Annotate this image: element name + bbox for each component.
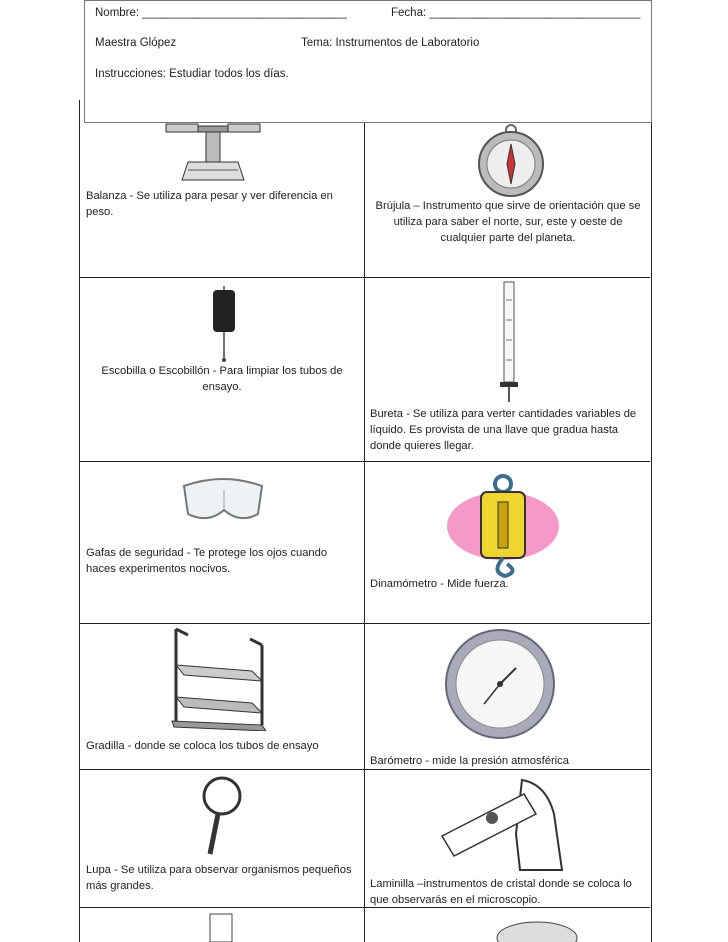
- barometer-illustration: [444, 628, 556, 740]
- gafas-description: Gafas de seguridad - Te protege los ojos cuando haces experimentos nocivos.: [86, 547, 328, 575]
- topic: Tema: Instrumentos de Laboratorio: [301, 37, 480, 49]
- brujula-description: Brújula – Instrumento que sirve de orientación que se utiliza para saber el norte, sur, este y oeste de cualquier parte del planeta.: [375, 200, 641, 244]
- dinamometro-description: Dinamómetro - Mide fuerza.: [370, 578, 509, 590]
- magnifying-glass-illustration: [196, 774, 252, 858]
- test-tube-rack-illustration: [166, 625, 270, 731]
- burette-illustration: [494, 280, 524, 406]
- lupa-description: Lupa - Se utiliza para observar organismos pequeños más grandes.: [86, 864, 352, 892]
- table-row-divider: [79, 461, 650, 462]
- balance-illustration: [158, 118, 268, 188]
- table-row-divider: [79, 769, 650, 770]
- table-row-divider: [79, 623, 650, 624]
- nombre-field[interactable]: Nombre: ________________________________: [95, 7, 347, 19]
- table-row-divider: [79, 277, 650, 278]
- escobilla-description: Escobilla o Escobillón - Para limpiar los tubos de ensayo.: [101, 365, 343, 393]
- laminilla-description: Laminilla –instrumentos de cristal donde se coloca lo que observarás en el microscopio.: [370, 878, 632, 906]
- teacher-name: Maestra Glópez: [95, 37, 177, 49]
- gradilla-description: Gradilla - donde se coloca los tubos de ensayo: [86, 740, 319, 752]
- barometro-description: Barómetro - mide la presión atmosférica: [370, 755, 569, 767]
- balanza-description: Balanza - Se utiliza para pesar y ver diferencia en peso.: [86, 190, 333, 218]
- worksheet-header: [84, 0, 652, 123]
- flask-illustration-partial: [206, 912, 236, 942]
- test-tube-brush-illustration: [204, 282, 244, 364]
- dynamometer-illustration: [443, 472, 563, 580]
- dish-illustration-partial: [494, 918, 580, 942]
- compass-illustration: [475, 122, 547, 198]
- instructions: Instrucciones: Estudiar todos los días.: [95, 68, 289, 80]
- fecha-field[interactable]: Fecha: _________________________________: [391, 7, 641, 19]
- safety-goggles-illustration: [178, 470, 268, 530]
- bureta-description: Bureta - Se utiliza para verter cantidades variables de líquido. Es provista de una llave que gradua hasta donde quieres llegar.: [370, 408, 637, 452]
- table-divider: [364, 100, 365, 942]
- microscope-slide-illustration: [436, 774, 570, 874]
